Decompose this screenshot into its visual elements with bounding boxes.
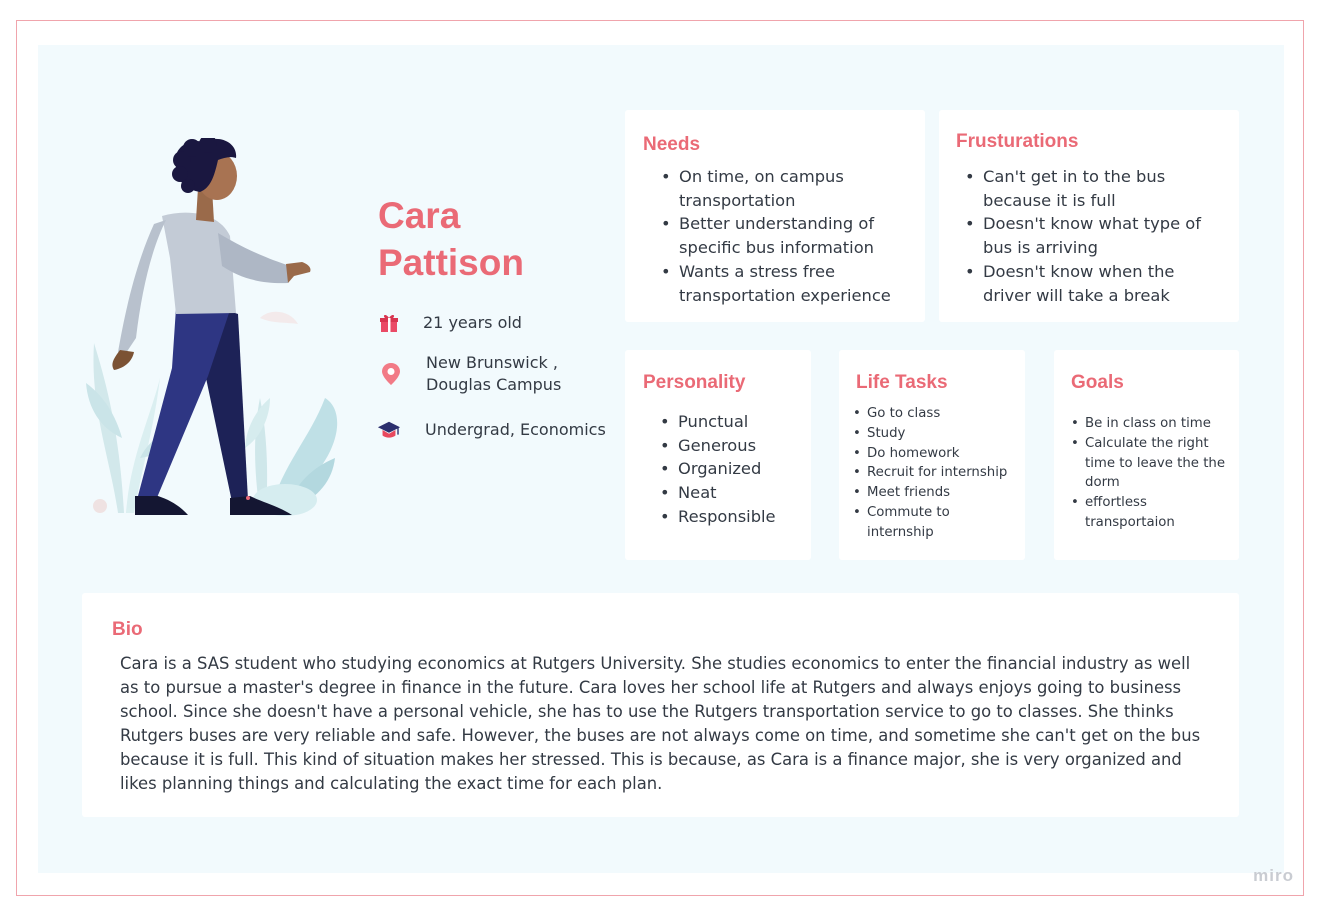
- location-text: [426, 352, 561, 396]
- age-row: [377, 311, 522, 335]
- goals-list: [1070, 414, 1225, 533]
- personality-card: [625, 350, 811, 560]
- list-item: • Commute to internship: [852, 503, 967, 543]
- age-text: 21 years old: [423, 313, 522, 332]
- plant-right: [245, 398, 337, 516]
- list-item: • Be in class on time: [1070, 414, 1225, 434]
- map-pin-icon: [379, 362, 403, 386]
- needs-list: [659, 165, 909, 307]
- list-item: • Can't get in to the bus because it is full: [963, 165, 1213, 212]
- miro-watermark: miro: [1253, 866, 1294, 885]
- persona-illustration: [80, 138, 350, 523]
- list-item: • Better understanding of specific bus information: [659, 212, 909, 259]
- list-item: • Generous: [658, 434, 808, 458]
- bio-text: Cara is a SAS student who studying economics at Rutgers University. She studies economics to enter the financial industry as well as to pursue a master's degree in finance in the future. Cara loves her school life at Rutgers and always enjoys going to business school. Since she doesn't have a personal vehicle, she has to use the Rutgers transportation service to go to classes. She thinks Rutgers buses are very reliable and safe. However, the buses are not always come on time, and sometime she can't get on the bus because it is full. This kind of situation makes her stressed. This is because, as Cara is a finance major, she is very organized and likes planning things and calculating the exact time for each plan.: [120, 654, 1201, 793]
- bio-title: Bio: [112, 619, 143, 640]
- list-item: • Go to class: [852, 404, 1022, 424]
- location-row: [379, 352, 561, 396]
- persona-first-name: Cara: [378, 195, 461, 236]
- list-item: • Responsible: [658, 505, 808, 529]
- life-tasks-list: [852, 404, 1022, 543]
- list-item: • Neat: [658, 481, 808, 505]
- personality-list: [658, 410, 808, 529]
- list-item: • Doesn't know when the driver will take a break: [963, 260, 1213, 307]
- education-row: [377, 418, 606, 442]
- life-tasks-title: Life Tasks: [856, 372, 948, 393]
- frustrations-list: [963, 165, 1213, 307]
- list-item: • Meet friends: [852, 483, 1022, 503]
- list-item: • Wants a stress free transportation experience: [659, 260, 909, 307]
- goals-card: [1054, 350, 1239, 560]
- needs-card: [625, 110, 925, 322]
- persona-last-name: Pattison: [378, 242, 524, 283]
- list-item: • Do homework: [852, 444, 1022, 464]
- persona-name: [378, 192, 524, 286]
- personality-title: Personality: [643, 372, 746, 393]
- list-item: • Doesn't know what type of bus is arriving: [963, 212, 1213, 259]
- frustrations-card: [939, 110, 1239, 322]
- location-line1: New Brunswick ,: [426, 353, 558, 372]
- list-item: • effortless transportaion: [1070, 493, 1175, 533]
- list-item: • Calculate the right time to leave the the dorm: [1070, 434, 1225, 493]
- goals-title: Goals: [1071, 372, 1124, 393]
- list-item: • Punctual: [658, 410, 808, 434]
- list-item: • Recruit for internship: [852, 463, 1022, 483]
- list-item: • On time, on campus transportation: [659, 165, 909, 212]
- education-text: Undergrad, Economics: [425, 420, 606, 439]
- list-item: • Study: [852, 424, 1022, 444]
- location-line2: Douglas Campus: [426, 375, 562, 394]
- frustrations-title: Frusturations: [956, 131, 1079, 152]
- needs-title: Needs: [643, 134, 701, 155]
- gift-icon: [377, 311, 401, 335]
- list-item: • Organized: [658, 457, 808, 481]
- graduation-cap-icon: [377, 418, 401, 442]
- life-tasks-card: [839, 350, 1025, 560]
